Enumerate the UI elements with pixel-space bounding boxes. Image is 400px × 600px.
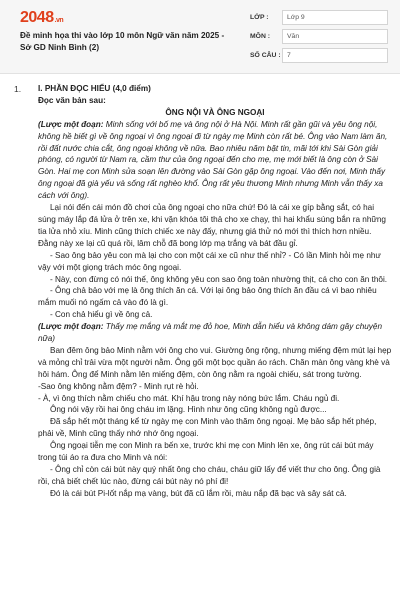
site-logo[interactable] bbox=[20, 9, 63, 27]
story-paragraph: - Sao ông bảo yêu con mà lại cho con một cái xe cũ như thế nhỉ? - Có lần Minh hỏi mẹ như vậy với một giọng trách móc ông ngoại. bbox=[38, 250, 381, 272]
story-paragraph: - Này, con đừng có nói thế, ông không yêu con sao ông toàn nhường thịt, cá cho con ăn thôi. bbox=[50, 274, 388, 284]
story-paragraph: Ban đêm ông bảo Minh nằm với ông cho vui. Giường ông rộng, nhưng miếng đệm mút lại hẹp và mỏng chỉ trải vừa một người nằm. Ông gối một bọc quần áo rách. Chăn màn ông vàng khè và hôi hám. Ông để Minh nằm lên miếng đệm, còn ông nằm ra ngoài chiếu, sát trong tường. bbox=[38, 345, 392, 379]
instruction: Đọc văn bản sau: bbox=[38, 95, 106, 105]
story-paragraph: - Con chả hiểu gì về ông cả. bbox=[50, 310, 153, 320]
story-paragraph: Ông nói vậy rồi hai ông cháu im lặng. Hình như ông cũng không ngủ được... bbox=[50, 405, 327, 415]
logo-text: 2048 bbox=[20, 9, 54, 26]
story-paragraph: Đó là cái bút Pi-lốt nắp mạ vàng, bút đã cũ lắm rồi, màu nắp đã bạc và sây sát cả. bbox=[50, 488, 347, 498]
meta-row-subject bbox=[250, 27, 388, 46]
meta-row-class bbox=[250, 8, 388, 27]
summary-label: (Lược một đoạn: bbox=[38, 322, 104, 332]
meta-label: MÔN : bbox=[250, 33, 271, 40]
summary-paragraph-2 bbox=[38, 321, 392, 345]
summary-label: (Lược một đoạn: bbox=[38, 119, 104, 129]
question-number: 1. bbox=[14, 84, 22, 94]
story-paragraph: Lại nói đến cái món đồ chơi của ông ngoại cho nữa chứ! Đó là cái xe gíp bằng sắt, có hai súng máy lắp đá lửa ở trên xe, khi vặn khóa tôi thả cho xe chạy, thì hai khẩu súng bắn ra những tia lửa nhỏ xíu. Minh cũng thích chiếc xe này đấy, nhưng giá thử nó mới thì thích hơn nhiều. Đằng này xe lại cũ quá rồi, lâm chỗ đã bong lớp mạ trắng và bát đầu gỉ. bbox=[38, 203, 386, 248]
summary-text: Thấy mẹ mắng và mắt mẹ đỏ hoe, Minh dẫn hiểu và không dám gây chuyện nữa) bbox=[38, 322, 383, 344]
story-paragraph: - Ông chả bảo với mẹ là ông thích ăn cá. Với lại ông bảo ông thích ăn đầu cá vì bao nhiêu mắm muối nó ngấm cả vào đó là gì. bbox=[38, 286, 377, 308]
meta-label: SỐ CÂU : bbox=[250, 52, 281, 59]
question-content bbox=[0, 74, 400, 600]
meta-row-count bbox=[250, 46, 388, 65]
story-paragraph: - Ông chỉ còn cái bút này quý nhất ông cho cháu, cháu giữ lấy để viết thư cho ông. Ông già rồi, chả biết chết lúc nào, đừng cái bút này nó phí đi! bbox=[38, 465, 381, 486]
logo-suffix: .vn bbox=[54, 17, 64, 24]
page-header bbox=[0, 0, 400, 74]
meta-value-count: 7 bbox=[282, 48, 388, 63]
exam-title: Đề minh họa thi vào lớp 10 môn Ngữ văn năm 2025 - Sở GD Ninh Bình (2) bbox=[20, 31, 225, 52]
summary-paragraph bbox=[38, 119, 392, 202]
story-paragraph: Ông ngoại tiễn mẹ con Minh ra bến xe, trước khi mẹ con Minh lên xe, ông rút cái bút máy trong túi áo ra đưa cho Minh và nói: bbox=[38, 441, 374, 463]
meta-value-class: Lớp 9 bbox=[282, 10, 388, 25]
question-body bbox=[38, 83, 392, 500]
story-paragraph: -Sao ông không nằm đệm? - Minh rụt rè hỏi. bbox=[38, 381, 199, 391]
exam-meta bbox=[250, 8, 388, 65]
meta-value-subject: Văn bbox=[282, 29, 388, 44]
story-paragraph: - À, vì ông thích nằm chiếu cho mát. Khí hậu trong này nóng bức lắm. Cháu ngủ đi. bbox=[38, 393, 340, 403]
summary-text: Minh sống với bố mẹ và ông nội ở Hà Nội. Minh rất gần gũi và yêu ông nội, không hề biết gì về ông ngoại vì ông ngoại đi từ ngày mẹ Minh còn rất bé. Ông vào Nam làm ăn, rồi đất nước chia cắt, ông ngoại không về nữa. Bao nhiêu năm bặt tin, mãi tới khi Sài Gòn giải phóng, có người từ Nam ra, cầm thư của ông ngoại đến cho mẹ, mẹ mới biết là ông còn ở Sài Gòn. Hai mẹ con Minh sửa soạn lên đường vào Sài Gòn gặp ông ngoại. Vào đến nơi, Minh thấy ông ngoại đã già yếu và sống rất nghèo khổ. Ông rất yêu thương Minh nhưng Minh vẫn thấy xa cách với ông). bbox=[38, 119, 388, 201]
meta-label: LỚP : bbox=[250, 14, 269, 21]
story-title: ÔNG NỘI VÀ ÔNG NGOẠI bbox=[165, 107, 265, 117]
section-title: I. PHẦN ĐỌC HIỂU (4,0 điểm) bbox=[38, 84, 151, 93]
story-paragraph: Đã sắp hết một tháng kể từ ngày mẹ con Minh vào thăm ông ngoại. Mẹ bảo sắp hết phép, phải về, Minh cũng thấy nhớ nhớ ông ngoại. bbox=[38, 417, 377, 439]
